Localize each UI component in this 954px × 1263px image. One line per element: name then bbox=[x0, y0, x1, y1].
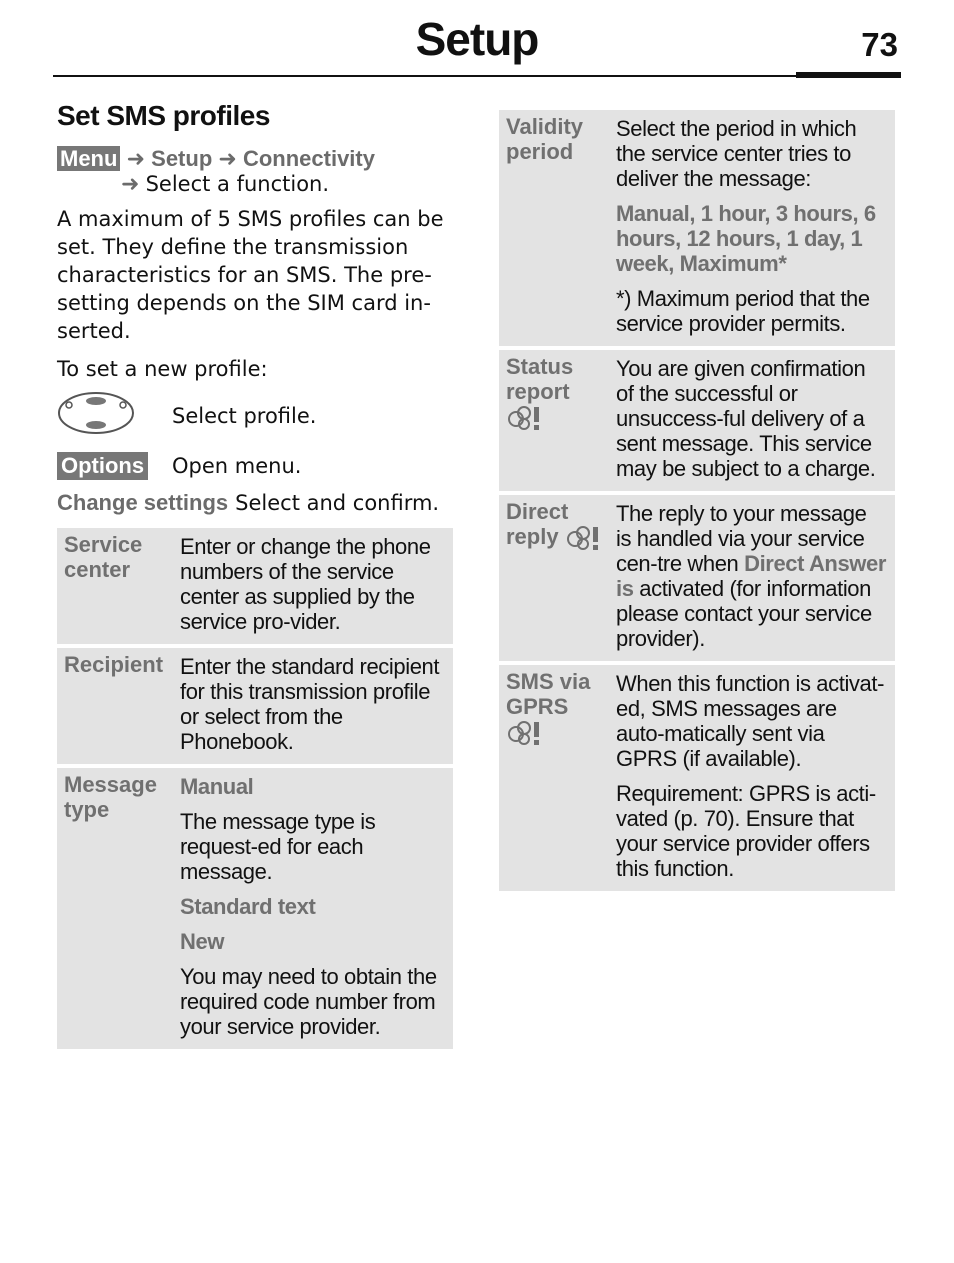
options-softkey: Options bbox=[57, 452, 148, 480]
step-options bbox=[57, 452, 453, 480]
table-row bbox=[57, 648, 453, 768]
network-dependent-icon bbox=[506, 405, 542, 431]
step-change-settings bbox=[57, 490, 453, 516]
arrow-icon: ➜ bbox=[121, 171, 140, 196]
network-dependent-icon bbox=[565, 525, 601, 551]
option-manual: Manual bbox=[180, 774, 254, 799]
right-column bbox=[499, 110, 895, 895]
section-heading: Set SMS profiles bbox=[57, 100, 270, 131]
menu-path-connectivity: Connectivity bbox=[242, 146, 375, 171]
direct-answer-highlight: Direct Answer is bbox=[616, 551, 887, 601]
menu-path-setup: Setup bbox=[151, 146, 213, 171]
row-label: Service center bbox=[64, 532, 143, 582]
menu-key: Menu bbox=[57, 146, 120, 171]
step-text: Open menu. bbox=[172, 454, 302, 478]
row-description: The reply to your message is handled via your service cen-tre when bbox=[616, 501, 867, 576]
menu-path bbox=[57, 146, 453, 197]
row-label: Message type bbox=[64, 772, 157, 822]
row-label: GPRS bbox=[506, 694, 569, 719]
step-select-profile bbox=[57, 391, 453, 440]
intro-text: A maximum of 5 SMS profiles can be set. They define the transmission characteristics for an SMS. The pre-setting depends on the SIM card in-serted. bbox=[57, 207, 444, 343]
table-row bbox=[499, 665, 895, 895]
validity-options: Manual, 1 hour, 3 hours, 6 hours, 12 hours, 1 day, 1 week, Maximum* bbox=[616, 201, 876, 276]
to-set-text: To set a new profile: bbox=[57, 357, 268, 381]
arrow-icon: ➜ bbox=[126, 146, 146, 171]
header-rule bbox=[53, 75, 901, 77]
header-rule-accent bbox=[796, 72, 901, 78]
page-title: Setup bbox=[415, 13, 539, 65]
row-label: Validity period bbox=[506, 114, 584, 164]
settings-table bbox=[57, 528, 453, 1053]
table-row bbox=[57, 768, 453, 1053]
table-row bbox=[57, 528, 453, 648]
table-row bbox=[499, 495, 895, 665]
navigation-key-icon bbox=[57, 391, 135, 435]
table-row bbox=[499, 350, 895, 495]
row-requirement: Requirement: GPRS is acti-vated (p. 70). Ensure that your service provider offers this function. bbox=[616, 781, 876, 881]
step-text: Select and confirm. bbox=[235, 491, 440, 515]
row-description: activated (for information please contact your service provider). bbox=[616, 576, 872, 651]
arrow-icon: ➜ bbox=[218, 146, 237, 171]
row-label: Recipient bbox=[64, 652, 164, 677]
network-dependent-icon bbox=[506, 720, 542, 746]
change-settings-label: Change settings bbox=[57, 490, 229, 515]
row-description: You are given confirmation of the successful or unsuccess-ful delivery of a sent message. This service may be subject to a charge. bbox=[616, 356, 876, 481]
row-description: Select the period in which the service center tries to deliver the message: bbox=[616, 116, 857, 191]
row-description: You may need to obtain the required code number from your service provider. bbox=[180, 964, 437, 1039]
menu-path-instruction: Select a function. bbox=[145, 172, 330, 196]
page-number: 73 bbox=[861, 26, 898, 63]
row-description: Enter the standard recipient for this transmission profile or select from the Phonebook. bbox=[180, 654, 440, 754]
row-label: Direct reply bbox=[506, 499, 569, 549]
row-note: *) Maximum period that the service provider permits. bbox=[616, 286, 870, 336]
row-description: The message type is request-ed for each message. bbox=[180, 809, 376, 884]
row-description: When this function is activat-ed, SMS messages are auto-matically sent via GPRS (if available). bbox=[616, 671, 885, 771]
row-label: SMS via bbox=[506, 669, 591, 694]
table-row bbox=[499, 110, 895, 350]
option-new: New bbox=[180, 929, 225, 954]
option-standard-text: Standard text bbox=[180, 894, 316, 919]
step-text: Select profile. bbox=[172, 403, 317, 428]
row-description: Enter or change the phone numbers of the service center as supplied by the service pro-vider. bbox=[180, 534, 431, 634]
row-label: Status report bbox=[506, 354, 574, 404]
left-column bbox=[57, 100, 453, 1053]
